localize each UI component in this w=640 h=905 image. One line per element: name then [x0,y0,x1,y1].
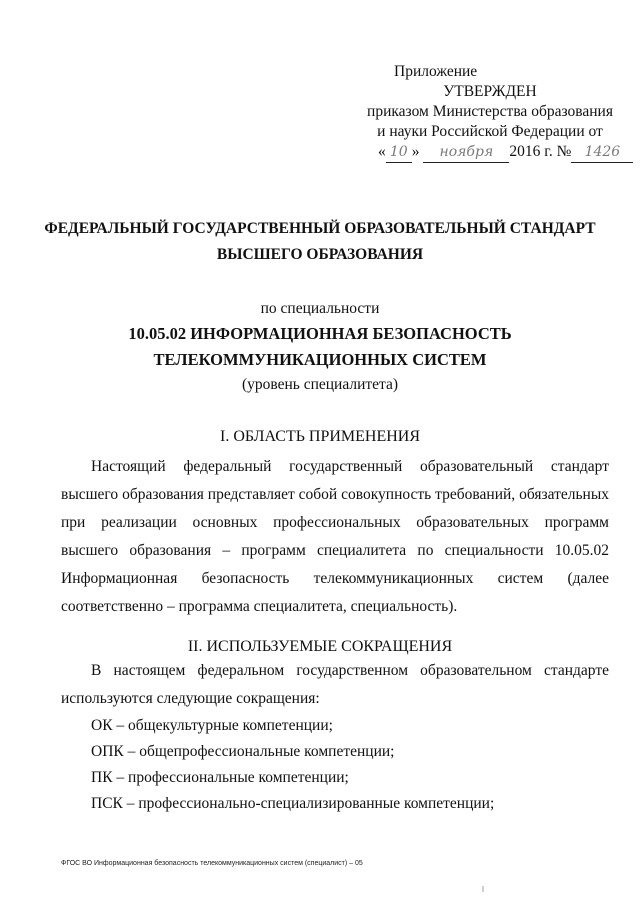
order-line-2: и науки Российской Федерации от [377,123,603,140]
handwritten-order-number: 1426 [571,142,633,163]
abbreviation-item: ПСК – профессионально-специализированные компетенции; [91,795,495,812]
by-specialty-label: по специальности [260,300,380,317]
standard-title-line-2: ВЫСШЕГО ОБРАЗОВАНИЯ [216,246,424,263]
approval-stamp-block [350,62,630,163]
date-close-quote: » [411,143,420,160]
section-1-heading: I. ОБЛАСТЬ ПРИМЕНЕНИЯ [219,428,421,445]
section-2-paragraph: В настоящем федеральном государственном образовательном стандарте используются следующие сокращения: [61,662,609,707]
abbreviation-item: ПК – профессиональные компетенции; [91,769,349,786]
appendix-label: Приложение [394,63,478,80]
approved-label: УТВЕРЖДЕН [443,83,537,100]
scan-mark [482,886,484,892]
handwritten-day: 10 [386,142,412,163]
order-line-1: приказом Министерства образования [367,103,613,120]
abbreviation-item: ОПК – общепрофессиональные компетенции; [91,743,395,760]
order-date-line [350,142,630,163]
date-year-label: 2016 г. № [509,143,572,160]
standard-title-line-1: ФЕДЕРАЛЬНЫЙ ГОСУДАРСТВЕННЫЙ ОБРАЗОВАТЕЛЬНЫЙ СТАНДАРТ [44,220,596,237]
section-2-heading: II. ИСПОЛЬЗУЕМЫЕ СОКРАЩЕНИЯ [187,638,453,655]
page-footer: ФГОС ВО Информационная безопасность телекоммуникационных систем (специалист) – 05 [61,860,363,867]
date-open-quote: « [378,143,386,160]
section-1-paragraph: Настоящий федеральный государственный образовательный стандарт высшего образования представляет собой совокупность требований, обязательных при реализации основных профессиональных образовательных программ высшего образования – программ специалитета по специальности 10.05.02 Информационная безопасность телекоммуникационных систем (далее соответственно – программа специалитета, специальность). [61,458,609,615]
specialty-title-line-1: 10.05.02 ИНФОРМАЦИОННАЯ БЕЗОПАСНОСТЬ [128,324,512,343]
specialty-title-line-2: ТЕЛЕКОММУНИКАЦИОННЫХ СИСТЕМ [153,350,487,369]
specialty-level: (уровень специалитета) [241,376,399,393]
handwritten-month: ноября [423,142,509,163]
abbreviation-item: ОК – общекультурные компетенции; [91,717,333,734]
